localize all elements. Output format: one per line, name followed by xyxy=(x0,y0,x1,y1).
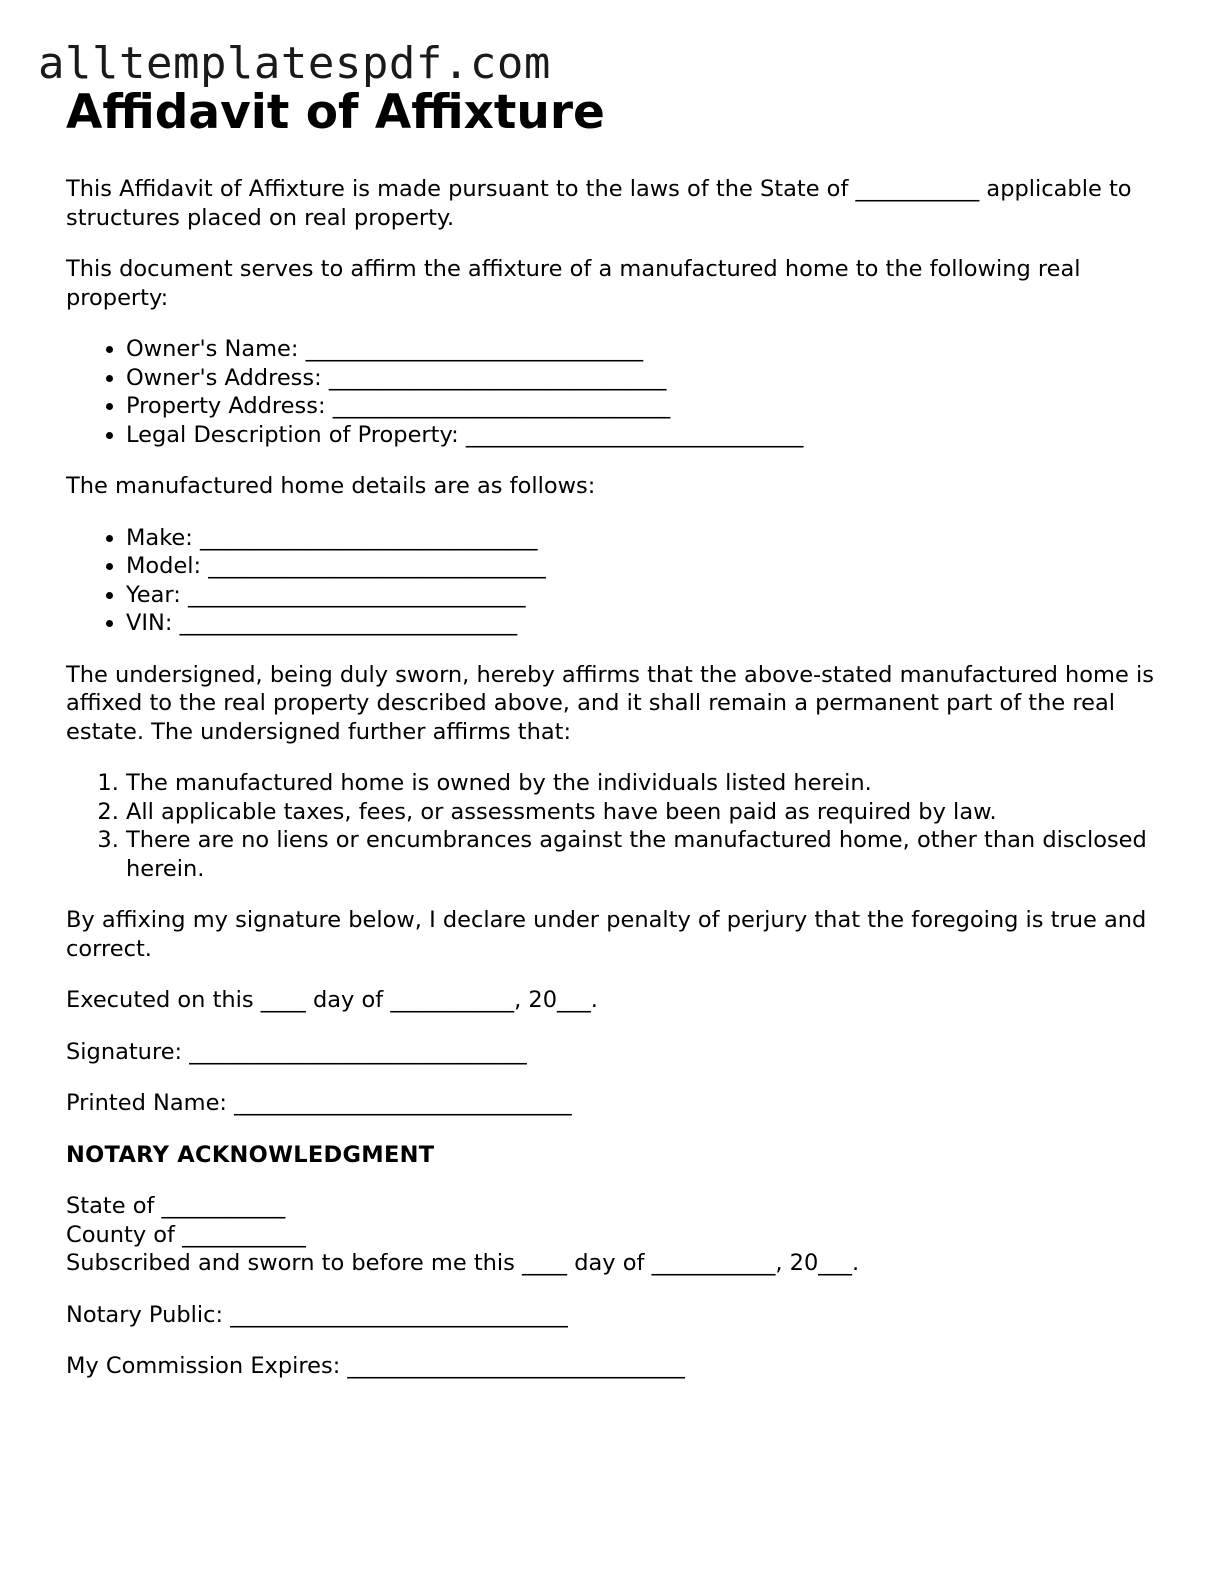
property-address-field: • Property Address: ______________________________ xyxy=(126,392,1156,421)
owner-address-field: • Owner's Address: ______________________________ xyxy=(126,364,1156,393)
declaration-paragraph: By affixing my signature below, I declare under penalty of perjury that the foregoing is true and correct. xyxy=(66,907,1147,962)
affirmation-item-liens: 3. There are no liens or encumbrances against the manufactured home, other than disclosed herein. xyxy=(126,826,1156,883)
document-body xyxy=(66,84,1156,1381)
notary-subscribed-line: Subscribed and sworn to before me this ____ day of ___________, 20___. xyxy=(66,1250,860,1276)
home-fields-list xyxy=(66,524,1156,638)
site-watermark: alltemplatespdf.com xyxy=(38,38,551,89)
year-field: • Year: ______________________________ xyxy=(126,581,1156,610)
signature-line: Signature: ______________________________ xyxy=(66,1038,527,1065)
commission-expires-line: My Commission Expires: ______________________________ xyxy=(66,1353,685,1379)
affirmation-paragraph: The undersigned, being duly sworn, hereby affirms that the above-stated manufactured home is affixed to the real property described above, and it shall remain a permanent part of the real estate. The undersigned further affirms that: xyxy=(66,661,1154,745)
notary-state-line: State of ___________ xyxy=(66,1193,286,1219)
purpose-paragraph: This document serves to affirm the affixture of a manufactured home to the following real property: xyxy=(66,256,1081,311)
home-details-intro: The manufactured home details are as follows: xyxy=(66,473,596,499)
intro-paragraph: This Affidavit of Affixture is made pursuant to the laws of the State of ___________ applicable to structures placed on real property. xyxy=(66,176,1132,231)
vin-field: • VIN: ______________________________ xyxy=(126,609,1156,638)
model-field: • Model: ______________________________ xyxy=(126,552,1156,581)
affirmation-item-ownership: 1. The manufactured home is owned by the individuals listed herein. xyxy=(126,769,1156,798)
notary-county-line: County of ___________ xyxy=(66,1221,306,1248)
notary-heading: NOTARY ACKNOWLEDGMENT xyxy=(66,1141,435,1168)
document-title: Affidavit of Affixture xyxy=(66,85,605,140)
printed-name-line: Printed Name: ______________________________ xyxy=(66,1090,572,1116)
executed-line: Executed on this ____ day of ___________, 20___. xyxy=(66,987,598,1013)
legal-description-field: • Legal Description of Property: ______________________________ xyxy=(126,421,1156,450)
affirmation-list xyxy=(66,769,1156,883)
property-fields-list xyxy=(66,335,1156,449)
owner-name-field: • Owner's Name: ______________________________ xyxy=(126,335,1156,364)
make-field: • Make: ______________________________ xyxy=(126,524,1156,553)
affirmation-item-taxes: 2. All applicable taxes, fees, or assessments have been paid as required by law. xyxy=(126,798,1156,827)
notary-public-line: Notary Public: ______________________________ xyxy=(66,1301,568,1328)
